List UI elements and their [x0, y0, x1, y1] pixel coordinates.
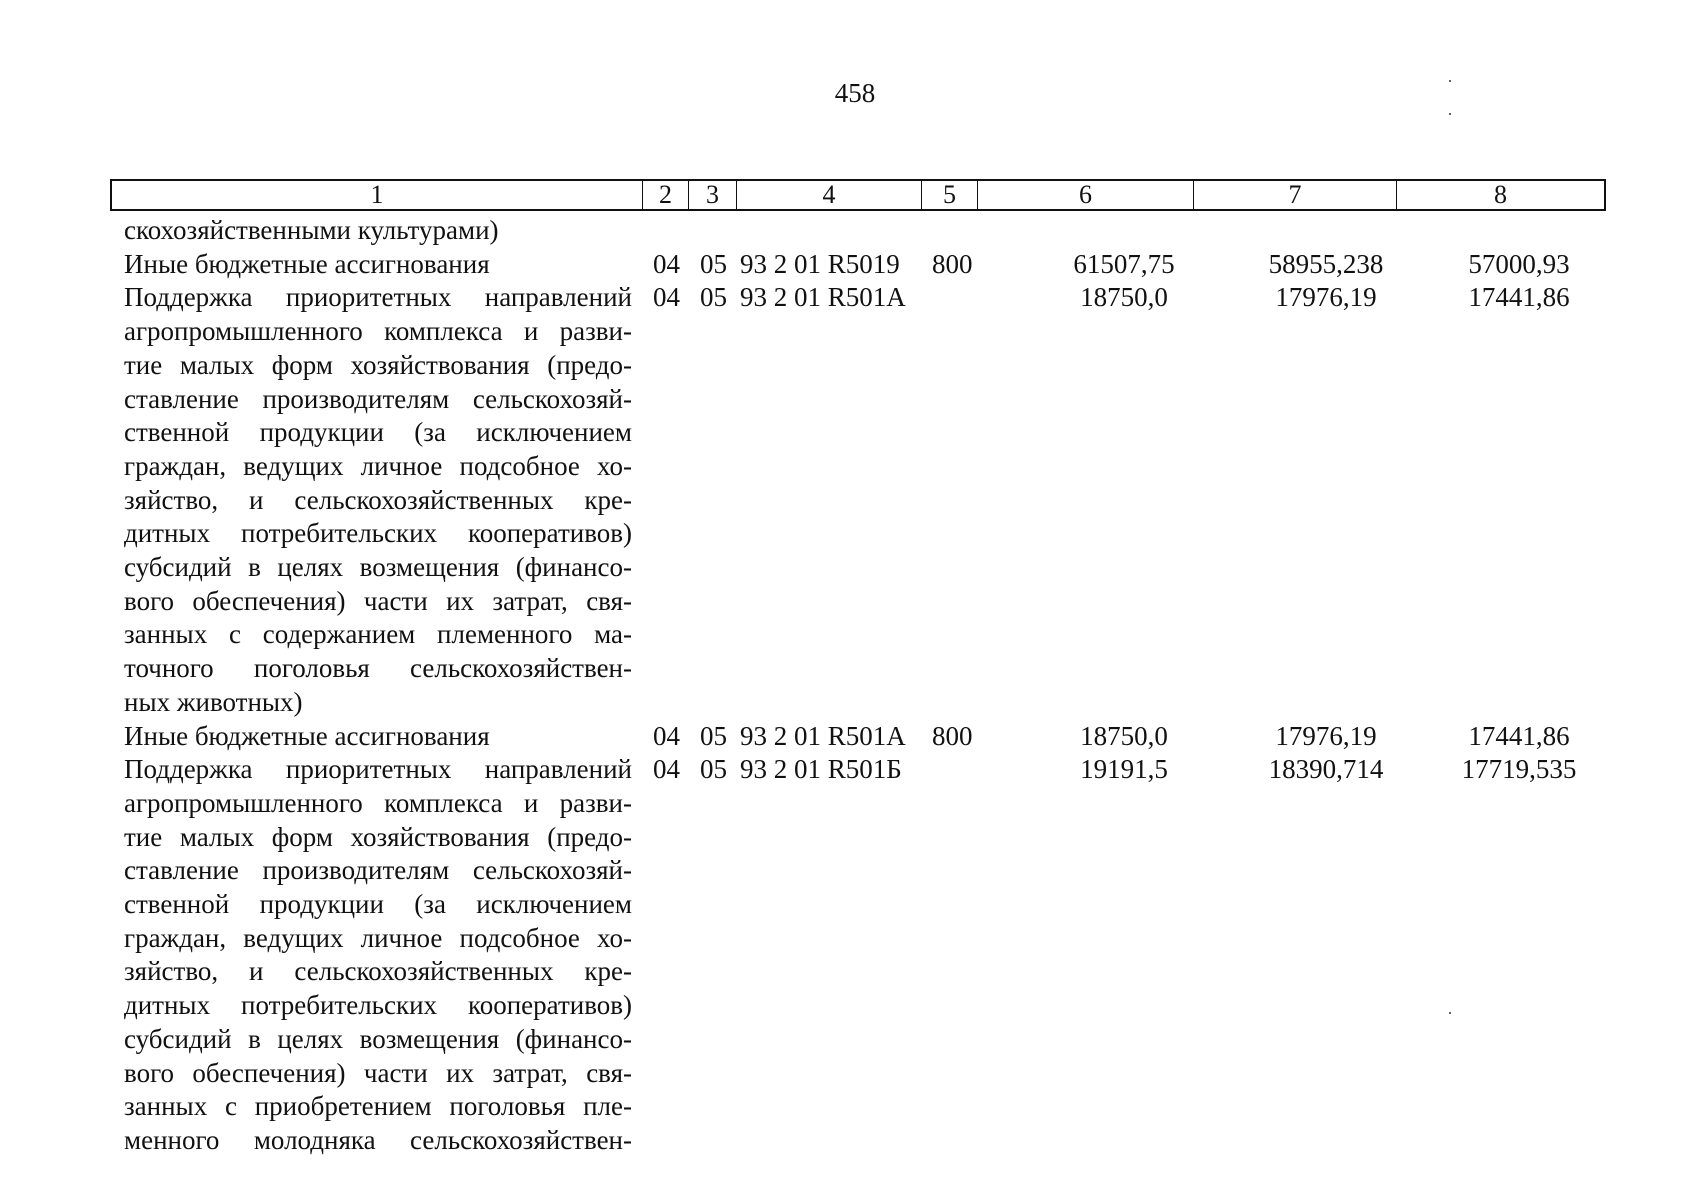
- description-line: ственной продукции (за исключением: [124, 889, 632, 920]
- cell-col-7: 17976,19: [1275, 720, 1377, 751]
- row-description: [124, 281, 632, 719]
- description-line: Поддержка приоритетных направлений: [124, 754, 632, 785]
- cell-col-5: 800: [932, 248, 973, 279]
- description-line: тие малых форм хозяйствования (предо-: [124, 349, 632, 380]
- cell-col-8: 17441,86: [1468, 720, 1570, 751]
- description-line: агропромышленного комплекса и разви-: [124, 787, 632, 818]
- description-line: субсидий в целях возмещения (финансо-: [124, 1023, 632, 1054]
- cell-col-4: 93 2 01 R501Б: [740, 754, 902, 785]
- header-col-8: 8: [1494, 180, 1507, 209]
- header-col-2: 2: [643, 181, 689, 209]
- description-line: ставление производителям сельскохозяй-: [124, 855, 632, 886]
- cell-col-2: 04: [653, 282, 680, 313]
- description-line: субсидий в целях возмещения (финансо-: [124, 552, 632, 583]
- table-body: [124, 214, 1614, 1158]
- description-line: менного молодняка сельскохозяйствен-: [124, 1124, 632, 1155]
- cell-col-8: 57000,93: [1468, 248, 1570, 279]
- description-line: ставление производителям сельскохозяй-: [124, 383, 632, 414]
- description-line: скохозяйственными культурами): [124, 215, 499, 245]
- cell-col-6: 18750,0: [1080, 282, 1168, 313]
- description-line: дитных потребительских кооперативов): [124, 518, 632, 549]
- cell-col-7: 18390,714: [1268, 754, 1384, 785]
- cell-col-5: 800: [932, 720, 973, 751]
- table-row: [124, 248, 1614, 282]
- row-description: [124, 214, 632, 248]
- description-line: Иные бюджетные ассигнования: [124, 720, 490, 751]
- header-col-6: 6: [978, 181, 1194, 209]
- table-row: [124, 753, 1614, 1157]
- description-line: дитных потребительских кооперативов): [124, 990, 632, 1021]
- header-col-3: 3: [689, 181, 737, 209]
- cell-col-2: 04: [653, 720, 680, 751]
- cell-col-3: 05: [700, 282, 727, 313]
- cell-col-4: 93 2 01 R5019: [740, 248, 900, 279]
- page-number: 458: [834, 78, 876, 108]
- description-line: агропромышленного комплекса и разви-: [124, 316, 632, 347]
- description-line: вого обеспечения) части их затрат, свя-: [124, 585, 632, 616]
- description-line: точного поголовья сельскохозяйствен-: [124, 653, 632, 684]
- cell-col-2: 04: [653, 248, 680, 279]
- cell-col-6: 18750,0: [1080, 720, 1168, 751]
- scan-speck: [1449, 113, 1451, 115]
- cell-col-8: 17719,535: [1461, 754, 1577, 785]
- cell-col-7: 58955,238: [1268, 248, 1384, 279]
- table-row: [124, 720, 1614, 754]
- description-line: ных животных): [124, 686, 303, 717]
- header-col-4: 4: [737, 181, 922, 209]
- cell-col-7: 17976,19: [1275, 282, 1377, 313]
- cell-col-3: 05: [700, 720, 727, 751]
- cell-col-2: 04: [653, 754, 680, 785]
- cell-col-6: 19191,5: [1080, 754, 1168, 785]
- table-row: [124, 214, 1614, 248]
- header-col-1: 1: [112, 181, 643, 209]
- header-col-5: 5: [922, 181, 978, 209]
- cell-col-6: 61507,75: [1073, 248, 1175, 279]
- description-line: вого обеспечения) части их затрат, свя-: [124, 1057, 632, 1088]
- cell-col-3: 05: [700, 754, 727, 785]
- description-line: зяйство, и сельскохозяйственных кре-: [124, 956, 632, 987]
- description-line: граждан, ведущих личное подсобное хо-: [124, 450, 632, 481]
- description-line: занных с приобретением поголовья пле-: [124, 1091, 632, 1122]
- description-line: занных с содержанием племенного ма-: [124, 619, 632, 650]
- row-description: [124, 720, 632, 754]
- description-line: Поддержка приоритетных направлений: [124, 282, 632, 313]
- table-header-row: [110, 179, 1606, 211]
- header-col-7: 7: [1194, 181, 1397, 209]
- cell-col-4: 93 2 01 R501А: [740, 720, 906, 751]
- scan-speck: [1449, 80, 1451, 82]
- cell-col-4: 93 2 01 R501А: [740, 282, 906, 313]
- row-description: [124, 248, 632, 282]
- description-line: ственной продукции (за исключением: [124, 417, 632, 448]
- table-row: [124, 281, 1614, 719]
- row-description: [124, 753, 632, 1157]
- cell-col-3: 05: [700, 248, 727, 279]
- description-line: тие малых форм хозяйствования (предо-: [124, 821, 632, 852]
- description-line: Иные бюджетные ассигнования: [124, 248, 490, 279]
- description-line: зяйство, и сельскохозяйственных кре-: [124, 484, 632, 515]
- cell-col-8: 17441,86: [1468, 282, 1570, 313]
- description-line: граждан, ведущих личное подсобное хо-: [124, 922, 632, 953]
